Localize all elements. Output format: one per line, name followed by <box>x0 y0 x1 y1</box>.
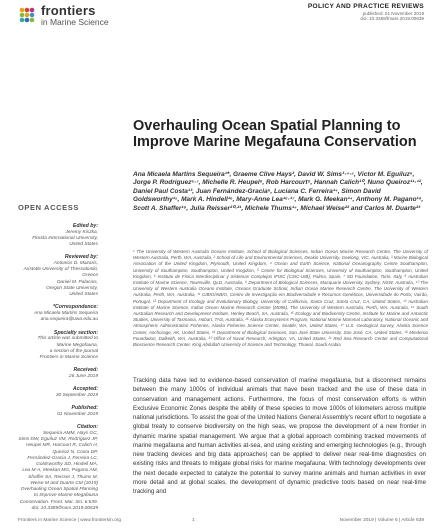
article-meta <box>308 3 424 21</box>
sidebar-block-label: Specialty section: <box>53 329 98 336</box>
page-header <box>0 0 440 30</box>
sidebar-block-text: Jeremy Kiszka, Florida International University, United States <box>32 229 98 247</box>
sidebar-block-text: 30 September 2019 <box>55 393 98 398</box>
page-number: 1 <box>192 518 195 523</box>
sidebar-block-text: This article was submitted to Marine Megafauna, a section of the journal Frontiers in Marine Science <box>37 336 98 361</box>
sidebar-block-text: 26 June 2019 <box>68 374 98 380</box>
sidebar-block <box>18 223 98 248</box>
brand-name: frontiers <box>41 3 96 18</box>
sidebar-block-text: Ana Micaela Martins Sequeira ana.sequeira@uwa.edu.au <box>34 311 98 323</box>
article-title: Overhauling Ocean Spatial Planning to Improve Marine Megafauna Conservation <box>133 118 417 151</box>
abstract-text: Tracking data have led to evidence-based conservation of marine megafauna, but a disconnect remains between the many 1000s of individual animals that have been tracked and the use of these data in conservation and management actions. Furthermore, the focus of most conservation efforts is within Exclusive Economic Zones despite the ability of these species to move 1000s of kilometers across multiple national jurisdictions. To assist the goal of the United Nations General Assembly's recent effort to negotiate a global treaty to conserve biodiversity on the high seas, we propose the development of a new frontier in dynamic marine spatial management. We argue that a global approach combining tracked movements of marine megafauna and human activities at-sea, and using existing and emerging technologies (e.g., through new tracking devices and big data approaches) can be applied to deliver near real-time diagnostics on existing risks and threats to mitigate global risks for marine megafauna. With technology developments over the next decade expected to catalyze the potential to survey marine animals and human activities in ever more detail and at global scales, the development of dynamic predictive tools based on near real-time tracking and <box>133 377 426 495</box>
sidebar-block <box>18 254 98 298</box>
sidebar-block <box>18 304 98 323</box>
sidebar-block-text: Antonios D. Mazaris, Aristotle University of Thessaloniki, Greece Daniel M. Palacios, Oregon State University, United States <box>23 260 98 298</box>
sidebar-block <box>18 386 98 399</box>
footer-article-info: November 2019 | Volume 6 | Article 639 <box>339 518 424 523</box>
article-doi[interactable]: doi: 10.3389/fmars.2019.00639 <box>360 15 424 21</box>
sidebar-block-label: Accepted: <box>72 386 98 393</box>
sidebar-block-label: Received: <box>73 367 98 374</box>
sidebar-block-label: Reviewed by: <box>64 254 98 261</box>
sidebar-block <box>18 405 98 418</box>
sidebar-info-blocks <box>18 223 98 512</box>
journal-name: in Marine Science <box>41 17 109 27</box>
article-type: POLICY AND PRACTICE REVIEWS <box>307 3 424 10</box>
author-list[interactable]: Ana Micaela Martins Sequeira¹*, Graeme Clive Hays², David W. Sims³·⁴·⁵, Víctor M. Eguíluz⁶, Jorge P. Rodríguez⁶·⁷, Michelle R. Heupel⁸, Rob Harcourt⁹, Hannah Calich¹⁰, Nuno Queiroz¹¹·¹², Daniel Paul Costa¹³, Juan Fernández-Gracia⁶, Luciana C. Ferreira¹⁴, Simon David Goldsworthy¹⁵, Mark A. Hindell¹⁶, Mary-Anne Lea¹⁶·¹⁷, Mark G. Meekan¹⁴, Anthony M. Pagano¹⁸, Scott A. Shaffer¹⁹, Julia Reisser²⁰·²¹, Michele Thums¹⁴, Michael Weise²² and Carlos M. Duarte²³ <box>133 171 424 212</box>
sidebar-block <box>18 424 98 512</box>
sidebar-block <box>18 330 98 362</box>
footer-journal-url[interactable]: Frontiers in Marine Science | www.frontiersin.org <box>18 518 122 523</box>
frontiers-logo-icon <box>18 6 36 24</box>
article-sidebar <box>18 203 98 518</box>
author-affiliations: ¹ The University of Western Australia Oceans Institute, School of Biological Sciences, Indian Ocean Marine Research Centre, The University of Western Australia, Perth, WA, Australia, ² School of Life and Environmental Sciences, Deakin University, Geelong, VIC, Australia, ³ Marine Biological Association of the United Kingdom, Plymouth, United Kingdom, ⁴ Ocean and Earth Science, National Oceanography Centre Southampton, University of Southampton, Southampton, United Kingdom, ⁵ Centre for Biological Sciences, University of Southampton, Southampton, United Kingdom, ⁶ Instituto de Física Interdisciplinar y Sistemas Complejos IFISC (CSIC-UIB), Palma, Spain, ⁷ SD Foundation, Turin, Italy, ⁸ Australian Institute of Marine Science, Townsville, QLD, Australia, ⁹ Department of Biological Sciences, Macquarie University, Sydney, NSW, Australia, ¹⁰ The University of Western Australia Oceans Institute, Oceans Graduate School, Indian Ocean Marine Research Centre, The University of Western Australia, Perth, WA, Australia, ¹¹ CIBIO/InBIO, Centro de Investigação em Biodiversidade e Recursos Genéticos, Universidade do Porto, Vairão, Portugal, ¹² Department of Ecology and Evolutionary Biology, University of California, Santa Cruz, Santa Cruz, CA, United States, ¹³ Australian Institute of Marine Science, Indian Ocean Marine Research Centre (M096), The University of Western Australia, Perth, WA, Australia, ¹⁴ South Australian Research and Development Institute, Henley Beach, SA, Australia, ¹⁵ Ecology and Biodiversity Centre, Institute for Marine and Antarctic Studies, University of Tasmania, Hobart, TAS, Australia, ¹⁶ Alaska Ecosystems Program, National Marine Mammal Laboratory, National Oceanic and Atmospheric Administration Fisheries, Alaska Fisheries Science Center, Seattle, WA, United States, ¹⁷ U.S. Geological Survey, Alaska Science Center, Anchorage, AK, United States, ¹⁸ Department of Biological Sciences, San José State University, San José, CA, United States, ¹⁹ Minderoo Foundation, Dalkeith, WA, Australia, ²⁰ Office of Naval Research, Arlington, VA, United States, ²¹ Red Sea Research Center and Computational Bioscience Research Center, King Abdullah University of Science and Technology, Thuwal, Saudi Arabia <box>133 249 428 348</box>
sidebar-block <box>18 367 98 380</box>
frontiers-logo[interactable] <box>18 4 109 27</box>
sidebar-block-label: Citation: <box>76 424 98 431</box>
open-access-label: OPEN ACCESS <box>18 203 79 212</box>
sidebar-block-text: 01 November 2019 <box>57 411 98 417</box>
sidebar-block-label: Edited by: <box>72 222 98 229</box>
sidebar-block-label: Published: <box>71 405 98 412</box>
sidebar-block-label: *Correspondence: <box>53 304 98 311</box>
published-date: published: 01 November 2019 <box>362 10 424 16</box>
sidebar-block-text: Sequeira AMM, Hays GC, Sims DW, Eguíluz VM, Rodríguez JP, Heupel MR, Harcourt R, Calich H, Queiroz N, Costa DP, Fernández-Gracia J, Ferreira LC, Goldsworthy SD, Hindell MA, Lea M-A, Meekan MG, Pagano AM, Shaffer SA, Reisser J, Thums M, Weise M and Duarte CM (2019) Overhauling Ocean Spatial Planning to Improve Marine Megafauna Conservation. Front. Mar. Sci. 6:639. doi: 10.3389/fmars.2019.00639 <box>18 430 98 511</box>
